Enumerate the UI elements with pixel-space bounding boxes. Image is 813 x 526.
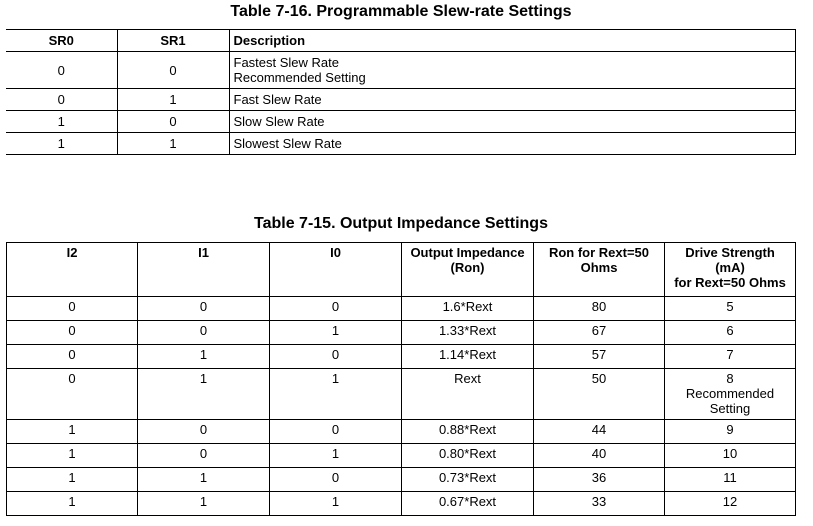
- column-header-description: Description: [229, 30, 795, 52]
- i0-cell: 0: [270, 420, 402, 444]
- table-row: [7, 468, 796, 492]
- impedance-cell: 0.88*Rext: [402, 420, 534, 444]
- i0-cell: 1: [270, 369, 402, 420]
- table-row: [6, 111, 795, 133]
- impedance-cell: Rext: [402, 369, 534, 420]
- header-line: Ron for Rext=50: [548, 245, 650, 260]
- column-header-ron: [534, 243, 665, 297]
- ron-cell: 57: [534, 345, 665, 369]
- i0-cell: 1: [270, 321, 402, 345]
- table-row: [7, 297, 796, 321]
- sr1-cell: 1: [117, 89, 229, 111]
- drive-strength-cell: 9: [665, 420, 796, 444]
- drive-strength-value: 8: [726, 371, 734, 386]
- column-header-i1: I1: [138, 243, 270, 297]
- impedance-cell: 0.80*Rext: [402, 444, 534, 468]
- i2-cell: 0: [7, 369, 138, 420]
- impedance-cell: 1.33*Rext: [402, 321, 534, 345]
- i0-cell: 1: [270, 492, 402, 516]
- ron-cell: 40: [534, 444, 665, 468]
- i1-cell: 0: [138, 297, 270, 321]
- i2-cell: 1: [7, 468, 138, 492]
- header-line: (Ron): [450, 260, 485, 275]
- sr0-cell: 1: [6, 133, 117, 155]
- i2-cell: 1: [7, 492, 138, 516]
- description-cell: [229, 52, 795, 89]
- i2-cell: 0: [7, 321, 138, 345]
- impedance-cell: 0.67*Rext: [402, 492, 534, 516]
- table-row: [7, 444, 796, 468]
- header-line: for Rext=50 Ohms: [674, 275, 786, 290]
- slew-rate-table: [6, 29, 796, 155]
- i0-cell: 1: [270, 444, 402, 468]
- description-line: Recommended Setting: [233, 70, 366, 85]
- recommended-note: Setting: [709, 401, 751, 416]
- description-cell: Slow Slew Rate: [229, 111, 795, 133]
- i2-cell: 0: [7, 345, 138, 369]
- i1-cell: 0: [138, 444, 270, 468]
- column-header-output-impedance: [402, 243, 534, 297]
- column-header-i2: I2: [7, 243, 138, 297]
- description-line: Fastest Slew Rate: [233, 55, 339, 70]
- sr0-cell: 0: [6, 89, 117, 111]
- i1-cell: 0: [138, 420, 270, 444]
- header-line: (mA): [715, 260, 745, 275]
- table-row: [7, 420, 796, 444]
- i0-cell: 0: [270, 345, 402, 369]
- description-cell: Slowest Slew Rate: [229, 133, 795, 155]
- column-header-drive-strength: [665, 243, 796, 297]
- drive-strength-cell: [665, 369, 796, 420]
- i1-cell: 0: [138, 321, 270, 345]
- drive-strength-cell: 7: [665, 345, 796, 369]
- sr1-cell: 0: [117, 52, 229, 89]
- table-header-row: [7, 243, 796, 297]
- impedance-cell: 1.6*Rext: [402, 297, 534, 321]
- header-line: Ohms: [580, 260, 618, 275]
- description-cell: Fast Slew Rate: [229, 89, 795, 111]
- recommended-note: Recommended: [685, 386, 775, 401]
- table-row: [6, 89, 795, 111]
- i1-cell: 1: [138, 492, 270, 516]
- ron-cell: 33: [534, 492, 665, 516]
- i0-cell: 0: [270, 468, 402, 492]
- column-header-i0: I0: [270, 243, 402, 297]
- i1-cell: 1: [138, 369, 270, 420]
- i2-cell: 1: [7, 420, 138, 444]
- sr1-cell: 1: [117, 133, 229, 155]
- ron-cell: 44: [534, 420, 665, 444]
- i2-cell: 1: [7, 444, 138, 468]
- sr0-cell: 1: [6, 111, 117, 133]
- table-row: [6, 133, 795, 155]
- table-row: [7, 492, 796, 516]
- table-row: [7, 321, 796, 345]
- drive-strength-cell: 6: [665, 321, 796, 345]
- table-row: [7, 345, 796, 369]
- drive-strength-cell: 11: [665, 468, 796, 492]
- table-row: [7, 369, 796, 420]
- sr1-cell: 0: [117, 111, 229, 133]
- sr0-cell: 0: [6, 52, 117, 89]
- column-header-sr0: SR0: [6, 30, 117, 52]
- ron-cell: 67: [534, 321, 665, 345]
- ron-cell: 80: [534, 297, 665, 321]
- drive-strength-cell: 5: [665, 297, 796, 321]
- slew-rate-table-caption: Table 7-16. Programmable Slew-rate Settings: [230, 3, 572, 20]
- column-header-sr1: SR1: [117, 30, 229, 52]
- table-row: [6, 52, 795, 89]
- output-impedance-table-caption: Table 7-15. Output Impedance Settings: [254, 215, 548, 232]
- header-line: Drive Strength: [685, 245, 775, 260]
- i1-cell: 1: [138, 468, 270, 492]
- header-line: Output Impedance: [410, 245, 525, 260]
- impedance-cell: 1.14*Rext: [402, 345, 534, 369]
- drive-strength-cell: 12: [665, 492, 796, 516]
- impedance-cell: 0.73*Rext: [402, 468, 534, 492]
- ron-cell: 36: [534, 468, 665, 492]
- i1-cell: 1: [138, 345, 270, 369]
- table-header-row: [6, 30, 795, 52]
- drive-strength-cell: 10: [665, 444, 796, 468]
- i2-cell: 0: [7, 297, 138, 321]
- output-impedance-table: [6, 242, 796, 516]
- ron-cell: 50: [534, 369, 665, 420]
- i0-cell: 0: [270, 297, 402, 321]
